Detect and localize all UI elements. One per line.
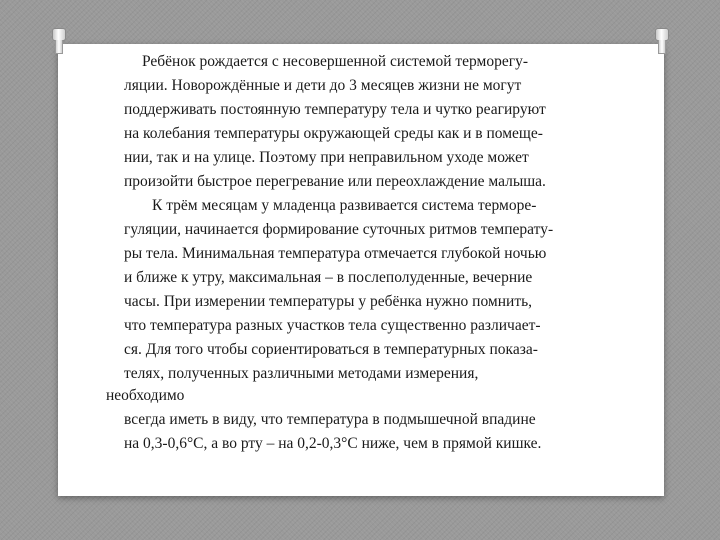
text-line: К трём месяцам у младенца развивается система терморе-	[152, 197, 537, 214]
text-line: что температура разных участков тела существенно различает-	[124, 317, 541, 334]
text-line: на колебания температуры окружающей среды как и в помеще-	[124, 125, 543, 142]
text-line: ляции. Новорождённые и дети до 3 месяцев жизни не могут	[124, 77, 522, 94]
text-line: телях, полученных различными методами измерения,	[124, 365, 479, 382]
text-line: всегда иметь в виду, что температура в подмышечной впадине	[124, 411, 536, 428]
pin-icon	[655, 28, 669, 54]
text-line: ся. Для того чтобы сориентироваться в температурных показа-	[124, 341, 538, 358]
text-line: поддерживать постоянную температуру тела и чутко реагируют	[124, 101, 546, 118]
text-line: произойти быстрое перегревание или переохлаждение малыша.	[124, 173, 546, 190]
text-line: ры тела. Минимальная температура отмечается глубокой ночью	[124, 245, 547, 262]
text-line: часы. При измерении температуры у ребёнка нужно помнить,	[124, 293, 533, 310]
text-line: нии, так и на улице. Поэтому при неправильном уходе может	[124, 149, 529, 166]
text-line: необходимо	[106, 387, 185, 404]
text-line: Ребёнок рождается с несовершенной системой терморегу-	[142, 53, 529, 70]
text-line: гуляции, начинается формирование суточных ритмов температу-	[124, 221, 554, 238]
pin-icon	[52, 28, 66, 54]
text-line: на 0,3-0,6°С, а во рту – на 0,2-0,3°С ниже, чем в прямой кишке.	[124, 435, 542, 452]
text-line: и ближе к утру, максимальная – в послеполуденные, вечерние	[124, 269, 533, 286]
